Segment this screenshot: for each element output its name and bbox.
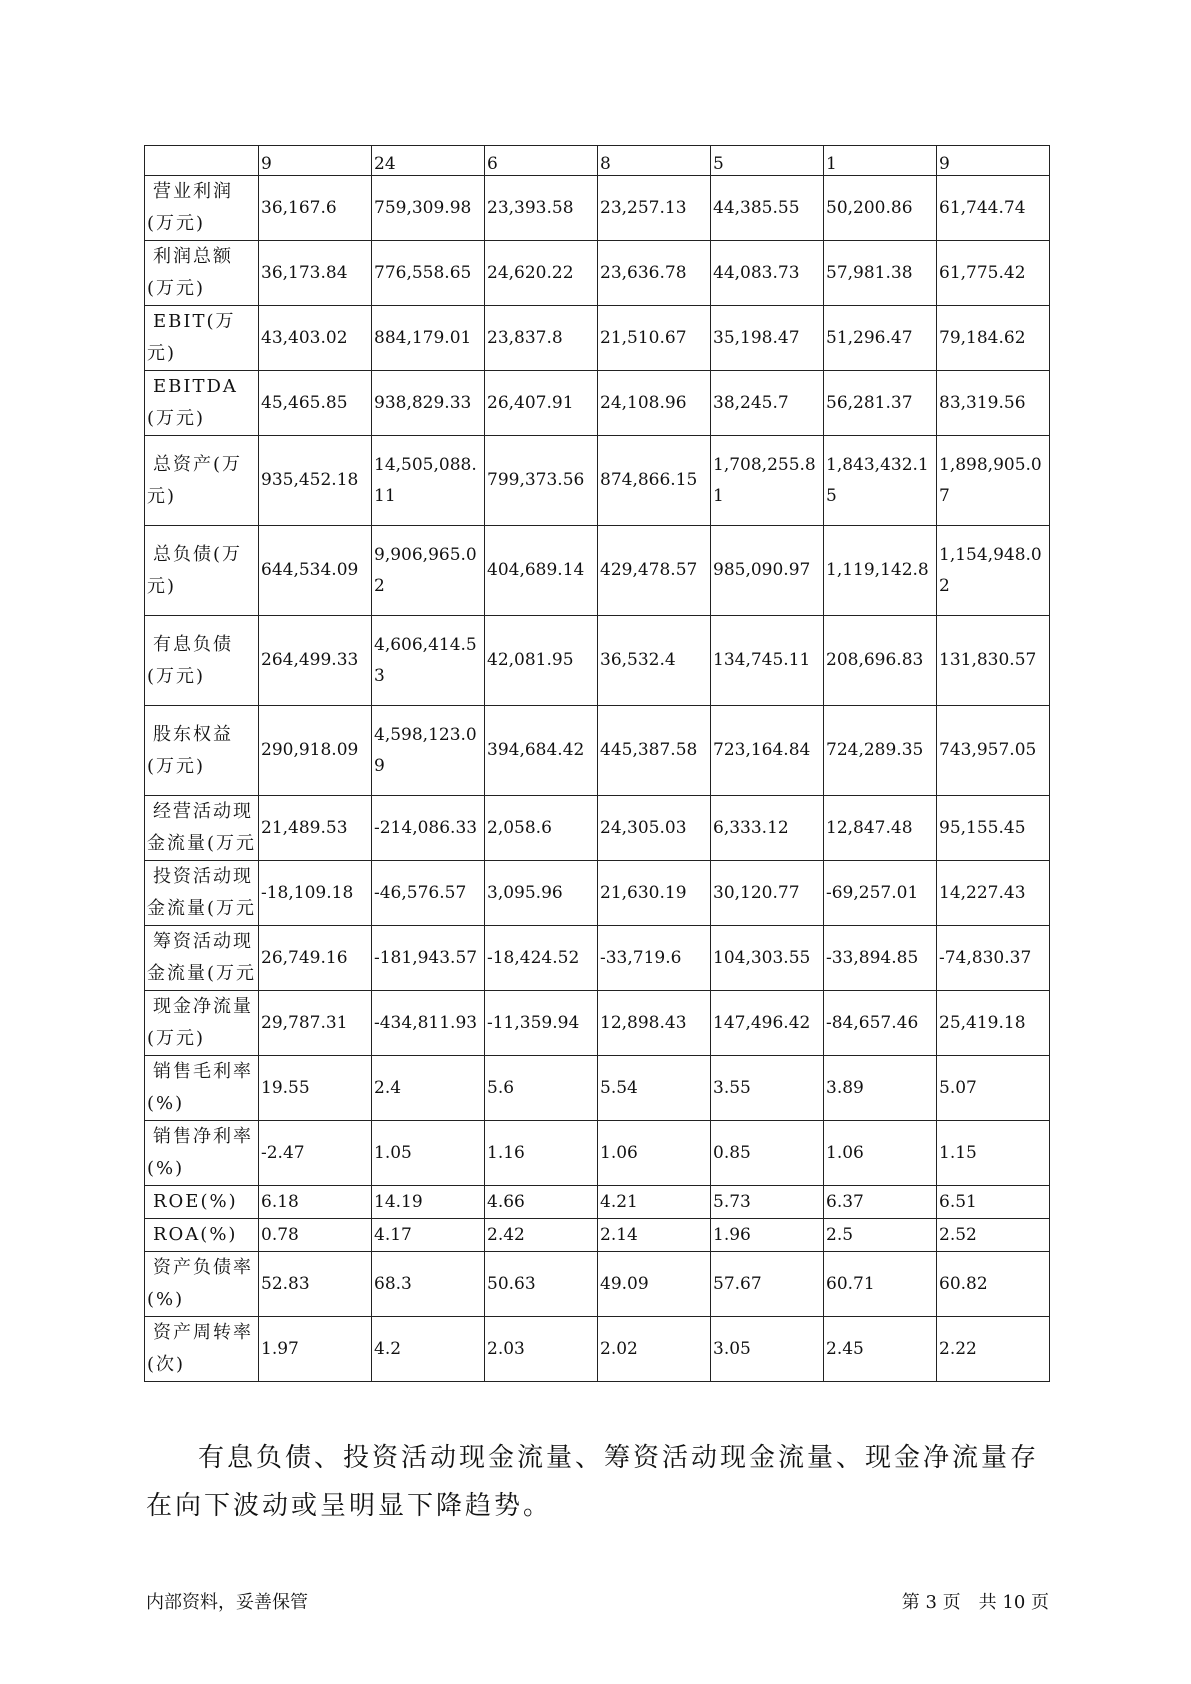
table-cell: 9	[937, 146, 1050, 176]
table-cell: 12,898.43	[598, 991, 711, 1056]
table-cell: 131,830.57	[937, 616, 1050, 706]
row-label-text: 销售毛利率(%)	[147, 1061, 253, 1114]
table-cell: 21,489.53	[259, 796, 372, 861]
table-cell: 985,090.97	[711, 526, 824, 616]
table-cell: 404,689.14	[485, 526, 598, 616]
table-row	[145, 371, 1050, 436]
table-cell: 1.06	[824, 1121, 937, 1186]
table-cell: 52.83	[259, 1252, 372, 1317]
table-cell: -84,657.46	[824, 991, 937, 1056]
table-row	[145, 436, 1050, 526]
table-cell: 51,296.47	[824, 306, 937, 371]
table-cell: 36,173.84	[259, 241, 372, 306]
table-cell: 4.21	[598, 1186, 711, 1219]
table-cell: 1,898,905.07	[937, 436, 1050, 526]
table-cell: 12,847.48	[824, 796, 937, 861]
table-cell: 21,630.19	[598, 861, 711, 926]
table-cell: 5.73	[711, 1186, 824, 1219]
table-row	[145, 1121, 1050, 1186]
table-row	[145, 176, 1050, 241]
table-cell: 3.55	[711, 1056, 824, 1121]
row-label	[145, 1186, 259, 1219]
table-cell: 6,333.12	[711, 796, 824, 861]
table-cell: -2.47	[259, 1121, 372, 1186]
table-cell: 83,319.56	[937, 371, 1050, 436]
row-label	[145, 436, 259, 526]
row-label	[145, 1056, 259, 1121]
table-row	[145, 146, 1050, 176]
table-cell: 4.17	[372, 1219, 485, 1252]
table-cell: 23,837.8	[485, 306, 598, 371]
table-cell: 2.03	[485, 1317, 598, 1382]
table-cell: 290,918.09	[259, 706, 372, 796]
table-cell: 36,532.4	[598, 616, 711, 706]
table-cell: 24,108.96	[598, 371, 711, 436]
row-label	[145, 991, 259, 1056]
table-cell: 50.63	[485, 1252, 598, 1317]
table-cell: 2.52	[937, 1219, 1050, 1252]
table-cell: 38,245.7	[711, 371, 824, 436]
table-cell: -33,894.85	[824, 926, 937, 991]
row-label-text: ROE(%)	[153, 1191, 238, 1212]
table-row	[145, 991, 1050, 1056]
table-cell: 5	[711, 146, 824, 176]
row-label-text: 筹资活动现金流量(万元	[147, 931, 257, 984]
row-label	[145, 1219, 259, 1252]
table-row	[145, 1056, 1050, 1121]
table-cell: 42,081.95	[485, 616, 598, 706]
table-cell: -46,576.57	[372, 861, 485, 926]
table-cell: 23,393.58	[485, 176, 598, 241]
table-cell: 19.55	[259, 1056, 372, 1121]
table-cell: 43,403.02	[259, 306, 372, 371]
table-cell: 394,684.42	[485, 706, 598, 796]
table-cell: 0.85	[711, 1121, 824, 1186]
table-cell: 3.89	[824, 1056, 937, 1121]
table-cell: 1,119,142.8	[824, 526, 937, 616]
row-label-text: 投资活动现金流量(万元	[147, 866, 257, 919]
footer-page-number: 第 3 页 共 10 页	[901, 1592, 1049, 1613]
row-label	[145, 926, 259, 991]
table-cell: 644,534.09	[259, 526, 372, 616]
row-label-text: 现金净流量(万元)	[147, 996, 253, 1049]
table-cell: 2.42	[485, 1219, 598, 1252]
table-cell: 938,829.33	[372, 371, 485, 436]
table-row	[145, 241, 1050, 306]
table-cell: 2,058.6	[485, 796, 598, 861]
row-label	[145, 306, 259, 371]
table-cell: 874,866.15	[598, 436, 711, 526]
table-cell: 6	[485, 146, 598, 176]
row-label-text: 总负债(万元)	[147, 543, 243, 597]
table-cell: 1,843,432.15	[824, 436, 937, 526]
table-cell: 14.19	[372, 1186, 485, 1219]
table-cell: 29,787.31	[259, 991, 372, 1056]
table-cell: 264,499.33	[259, 616, 372, 706]
table-cell: 5.6	[485, 1056, 598, 1121]
footer-confidential-note: 内部资料，妥善保管	[146, 1592, 308, 1613]
table-row	[145, 861, 1050, 926]
table-cell: 2.4	[372, 1056, 485, 1121]
table-cell: 44,083.73	[711, 241, 824, 306]
table-cell: 429,478.57	[598, 526, 711, 616]
table-cell: 134,745.11	[711, 616, 824, 706]
row-label	[145, 706, 259, 796]
table-cell: -18,424.52	[485, 926, 598, 991]
table-cell: 1.96	[711, 1219, 824, 1252]
table-cell: 61,775.42	[937, 241, 1050, 306]
table-cell: 4,606,414.53	[372, 616, 485, 706]
table-cell: 776,558.65	[372, 241, 485, 306]
table-cell: 0.78	[259, 1219, 372, 1252]
table-cell: 60.82	[937, 1252, 1050, 1317]
table-cell: 104,303.55	[711, 926, 824, 991]
row-label-text: 营业利润(万元)	[147, 181, 233, 234]
table-cell: 1.97	[259, 1317, 372, 1382]
table-cell: 61,744.74	[937, 176, 1050, 241]
table-cell: 4,598,123.09	[372, 706, 485, 796]
table-cell: 1,154,948.02	[937, 526, 1050, 616]
table-cell: 1.16	[485, 1121, 598, 1186]
table-cell: 24,305.03	[598, 796, 711, 861]
table-cell: 1.15	[937, 1121, 1050, 1186]
row-label-text: 有息负债(万元)	[147, 633, 233, 687]
table-cell: 2.02	[598, 1317, 711, 1382]
row-label	[145, 1121, 259, 1186]
table-cell: 6.51	[937, 1186, 1050, 1219]
table-cell: 2.14	[598, 1219, 711, 1252]
table-cell: 9	[259, 146, 372, 176]
table-cell: 35,198.47	[711, 306, 824, 371]
row-label	[145, 241, 259, 306]
table-cell: 743,957.05	[937, 706, 1050, 796]
row-label-text: 资产负债率(%)	[147, 1257, 253, 1310]
table-cell: 57.67	[711, 1252, 824, 1317]
table-cell: 799,373.56	[485, 436, 598, 526]
table-cell: 57,981.38	[824, 241, 937, 306]
row-label	[145, 146, 259, 176]
table-cell: 6.37	[824, 1186, 937, 1219]
table-row	[145, 1186, 1050, 1219]
table-cell: -11,359.94	[485, 991, 598, 1056]
table-cell: 5.54	[598, 1056, 711, 1121]
table-cell: 23,257.13	[598, 176, 711, 241]
row-label-text: 股东权益(万元)	[147, 723, 233, 777]
row-label-text: 利润总额(万元)	[147, 246, 233, 299]
row-label-text: EBIT(万元)	[147, 311, 236, 364]
row-label-text: 销售净利率(%)	[147, 1126, 253, 1179]
table-cell: 44,385.55	[711, 176, 824, 241]
table-cell: -214,086.33	[372, 796, 485, 861]
row-label	[145, 1252, 259, 1317]
row-label	[145, 371, 259, 436]
row-label	[145, 796, 259, 861]
table-cell: 36,167.6	[259, 176, 372, 241]
table-cell: 79,184.62	[937, 306, 1050, 371]
table-cell: 147,496.42	[711, 991, 824, 1056]
table-cell: 60.71	[824, 1252, 937, 1317]
table-cell: 14,227.43	[937, 861, 1050, 926]
summary-paragraph: 有息负债、投资活动现金流量、筹资活动现金流量、现金净流量存在向下波动或呈明显下降趋势。	[146, 1443, 1040, 1521]
table-cell: 935,452.18	[259, 436, 372, 526]
table-row	[145, 706, 1050, 796]
table-cell: 8	[598, 146, 711, 176]
table-cell: 1,708,255.81	[711, 436, 824, 526]
table-cell: 30,120.77	[711, 861, 824, 926]
table-cell: 2.22	[937, 1317, 1050, 1382]
table-row	[145, 1252, 1050, 1317]
table-row	[145, 616, 1050, 706]
table-cell: 3,095.96	[485, 861, 598, 926]
row-label-text: EBITDA(万元)	[147, 376, 238, 429]
table-row	[145, 306, 1050, 371]
table-cell: 50,200.86	[824, 176, 937, 241]
table-cell: 208,696.83	[824, 616, 937, 706]
row-label	[145, 1317, 259, 1382]
table-row	[145, 796, 1050, 861]
table-cell: 14,505,088.11	[372, 436, 485, 526]
table-cell: 1	[824, 146, 937, 176]
table-cell: 95,155.45	[937, 796, 1050, 861]
row-label	[145, 861, 259, 926]
row-label-text: 经营活动现金流量(万元	[147, 801, 257, 854]
table-cell: 26,407.91	[485, 371, 598, 436]
table-cell: -18,109.18	[259, 861, 372, 926]
table-cell: 724,289.35	[824, 706, 937, 796]
table-cell: 24,620.22	[485, 241, 598, 306]
table-cell: 24	[372, 146, 485, 176]
table-cell: -69,257.01	[824, 861, 937, 926]
table-body	[145, 146, 1050, 1382]
table-cell: 49.09	[598, 1252, 711, 1317]
table-cell: 4.2	[372, 1317, 485, 1382]
table-cell: 759,309.98	[372, 176, 485, 241]
table-row	[145, 1317, 1050, 1382]
table-cell: 2.5	[824, 1219, 937, 1252]
table-cell: 2.45	[824, 1317, 937, 1382]
financial-table	[144, 145, 1050, 1382]
table-cell: 23,636.78	[598, 241, 711, 306]
row-label	[145, 616, 259, 706]
table-cell: 1.05	[372, 1121, 485, 1186]
table-row	[145, 526, 1050, 616]
table-cell: 45,465.85	[259, 371, 372, 436]
table-cell: 884,179.01	[372, 306, 485, 371]
row-label	[145, 526, 259, 616]
row-label-text: 总资产(万元)	[147, 453, 243, 507]
table-cell: 26,749.16	[259, 926, 372, 991]
table-cell: -434,811.93	[372, 991, 485, 1056]
table-cell: 1.06	[598, 1121, 711, 1186]
table-cell: -181,943.57	[372, 926, 485, 991]
row-label	[145, 176, 259, 241]
table-cell: -74,830.37	[937, 926, 1050, 991]
table-cell: 9,906,965.02	[372, 526, 485, 616]
table-cell: 6.18	[259, 1186, 372, 1219]
table-cell: 4.66	[485, 1186, 598, 1219]
table-cell: 21,510.67	[598, 306, 711, 371]
table-row	[145, 1219, 1050, 1252]
row-label-text: ROA(%)	[153, 1224, 238, 1245]
table-cell: 445,387.58	[598, 706, 711, 796]
table-cell: 723,164.84	[711, 706, 824, 796]
table-cell: 5.07	[937, 1056, 1050, 1121]
table-cell: 56,281.37	[824, 371, 937, 436]
row-label-text: 资产周转率(次)	[147, 1322, 253, 1375]
table-row	[145, 926, 1050, 991]
table-cell: 68.3	[372, 1252, 485, 1317]
table-cell: 25,419.18	[937, 991, 1050, 1056]
table-cell: 3.05	[711, 1317, 824, 1382]
table-cell: -33,719.6	[598, 926, 711, 991]
